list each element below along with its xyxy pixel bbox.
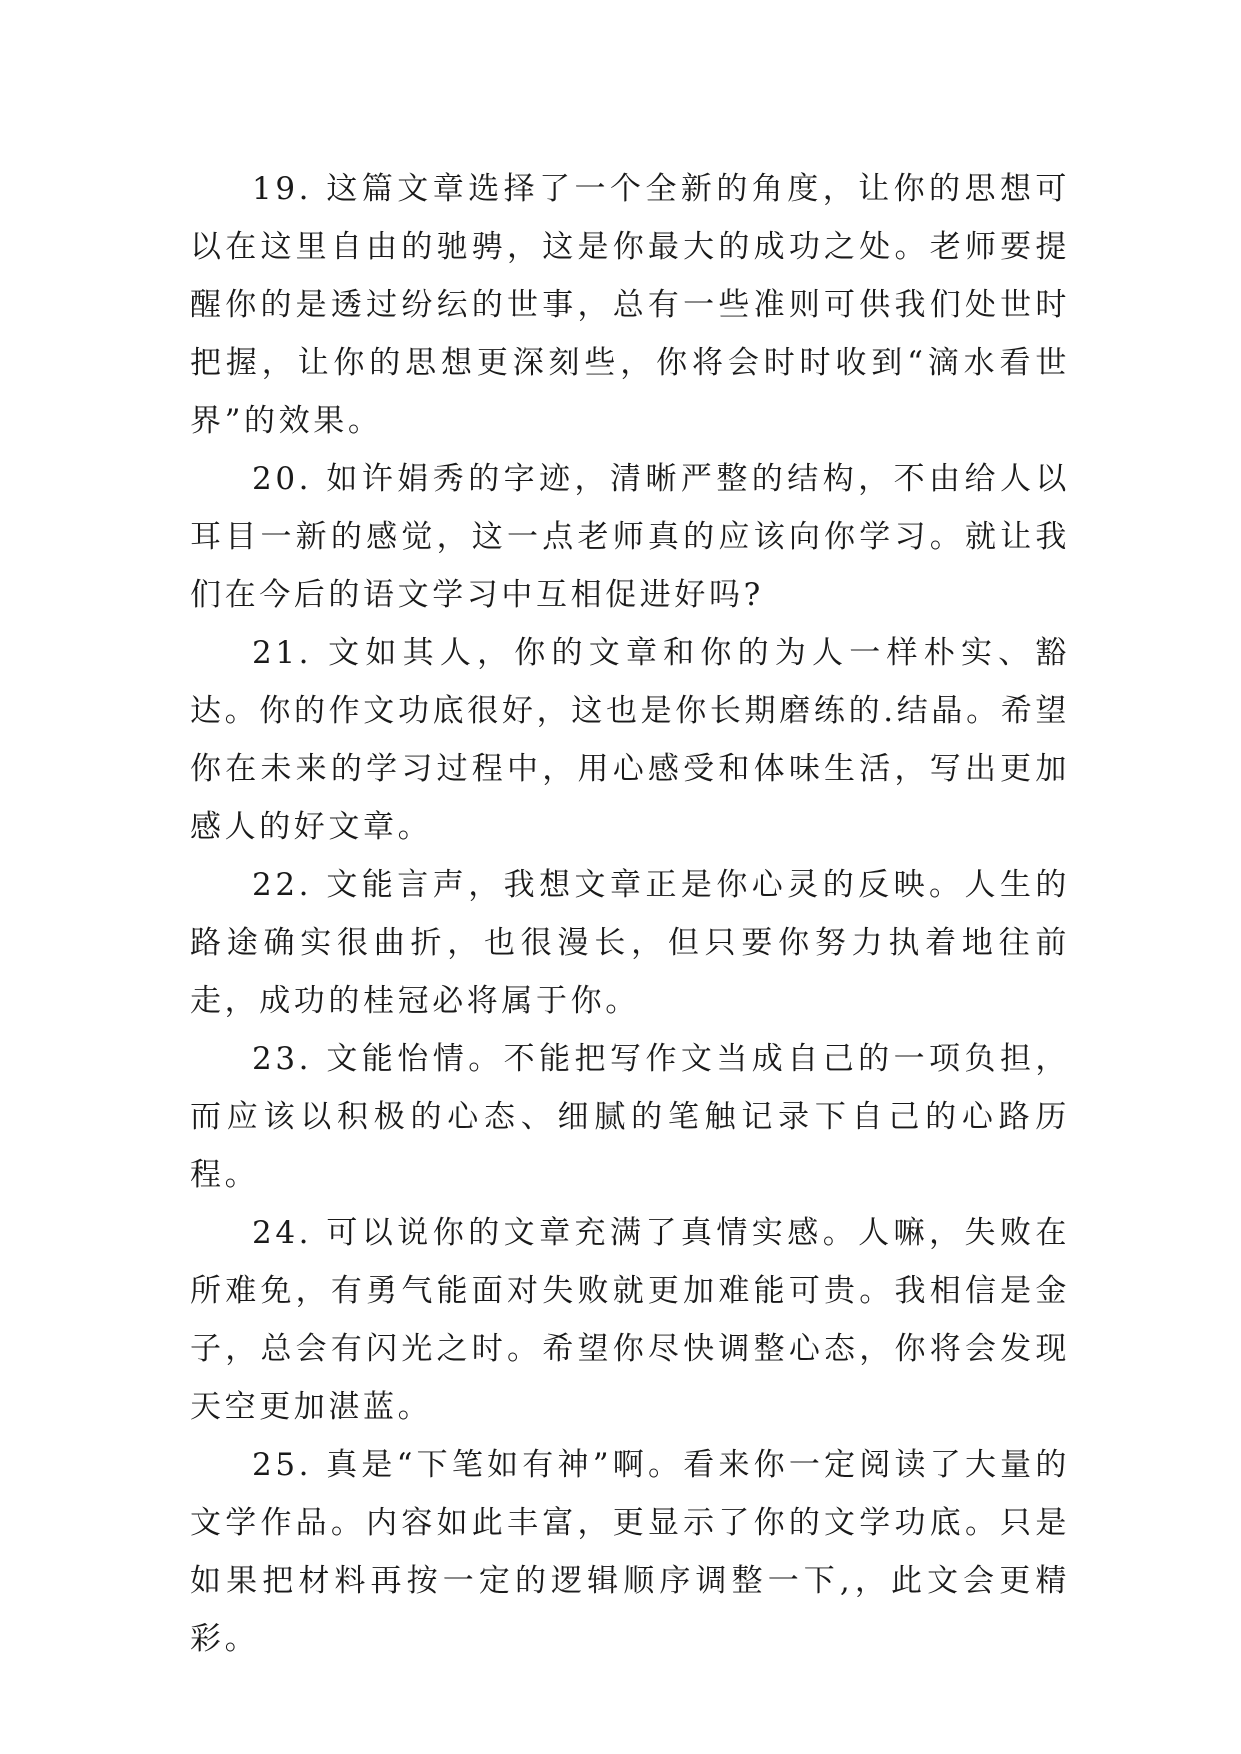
- comment-paragraph-25: 25. 真是“下笔如有神”啊。看来你一定阅读了大量的文学作品。内容如此丰富，更显示了你的文学功底。只是如果把材料再按一定的逻辑顺序调整一下,，此文会更精彩。: [190, 1447, 1070, 1657]
- document-body: [190, 160, 1070, 1668]
- comment-paragraph-19: 19. 这篇文章选择了一个全新的角度，让你的思想可以在这里自由的驰骋，这是你最大的成功之处。老师要提醒你的是透过纷纭的世事，总有一些准则可供我们处世时把握，让你的思想更深刻些，你将会时时收到“滴水看世界”的效果。: [190, 171, 1070, 439]
- comment-paragraph-24: 24. 可以说你的文章充满了真情实感。人嘛，失败在所难免，有勇气能面对失败就更加难能可贵。我相信是金子，总会有闪光之时。希望你尽快调整心态，你将会发现天空更加湛蓝。: [190, 1215, 1070, 1425]
- comment-paragraph-20: 20. 如许娟秀的字迹，清晰严整的结构，不由给人以耳目一新的感觉，这一点老师真的应该向你学习。就让我们在今后的语文学习中互相促进好吗?: [190, 461, 1070, 613]
- comment-paragraph-21: 21. 文如其人，你的文章和你的为人一样朴实、豁达。你的作文功底很好，这也是你长期磨练的.结晶。希望你在未来的学习过程中，用心感受和体味生活，写出更加感人的好文章。: [190, 635, 1070, 845]
- comment-paragraph-22: 22. 文能言声，我想文章正是你心灵的反映。人生的路途确实很曲折，也很漫长，但只要你努力执着地往前走，成功的桂冠必将属于你。: [190, 867, 1070, 1019]
- comment-paragraph-23: 23. 文能怡情。不能把写作文当成自己的一项负担，而应该以积极的心态、细腻的笔触记录下自己的心路历程。: [190, 1041, 1070, 1193]
